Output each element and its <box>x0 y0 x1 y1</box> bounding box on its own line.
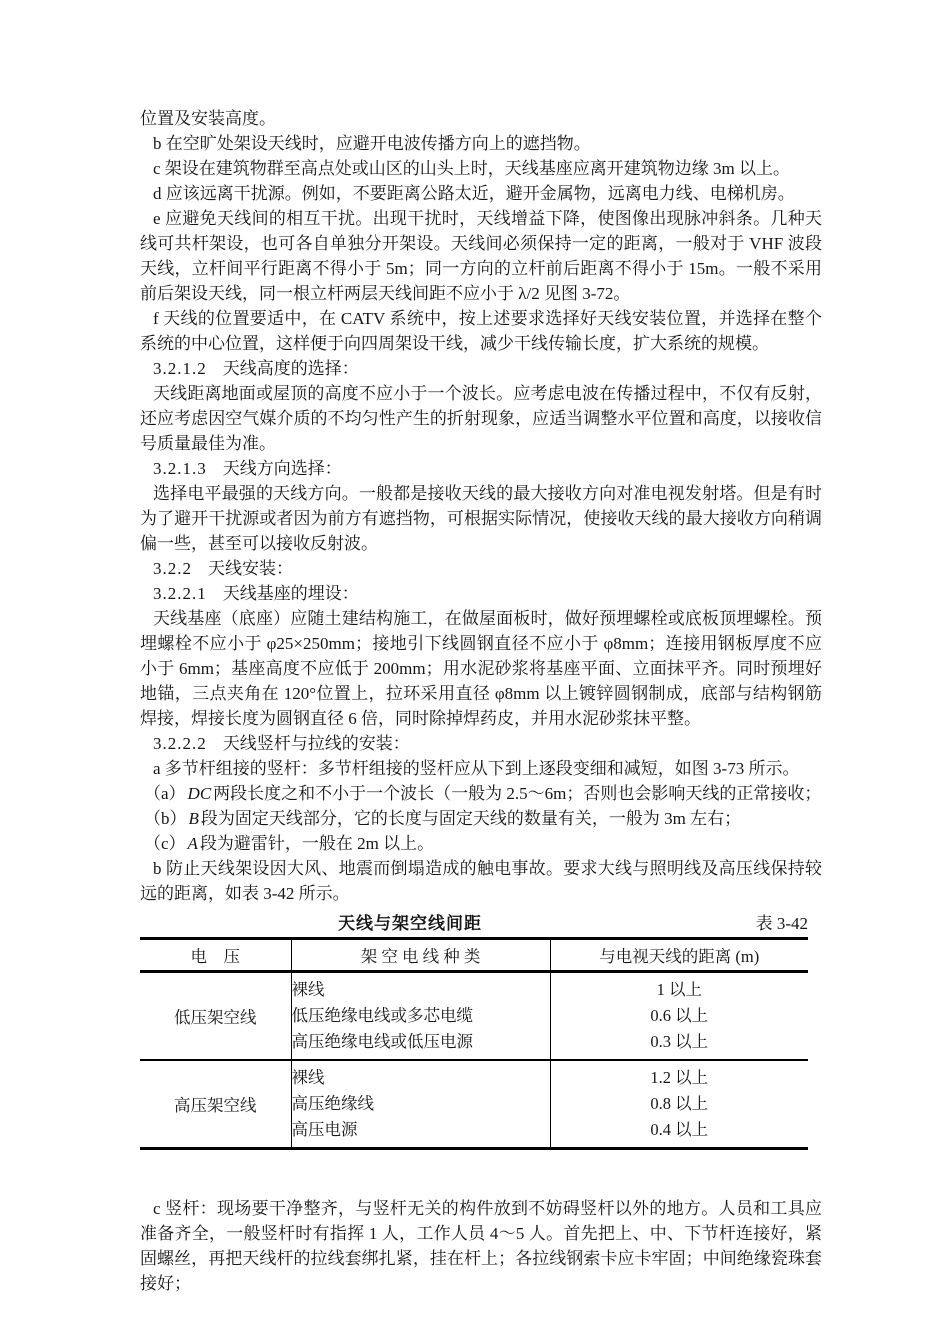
section-title: 天线竖杆与拉线的安装： <box>222 734 410 753</box>
sub-item-text: 两段长度之和不小于一个波长（一般为 2.5～6m；否则也会影响天线的正常接收； <box>213 784 822 803</box>
variable-name: DC <box>187 784 212 803</box>
section-heading-3222 <box>140 731 822 756</box>
cell-distance: 1 以上 <box>656 980 702 999</box>
table-header-row <box>140 939 808 972</box>
body-paragraph: 位置及安装高度。 <box>140 109 276 128</box>
list-item-b: b 在空旷处架设天线时，应避开电波传播方向上的遮挡物。 <box>153 134 591 153</box>
section-heading-322 <box>140 556 822 581</box>
document-page <box>140 106 822 1296</box>
table-caption <box>140 911 808 937</box>
section-number: 3.2.1.3 <box>153 459 207 478</box>
table-row <box>140 1060 808 1091</box>
cell-distance: 0.8 以上 <box>650 1094 709 1113</box>
section-title: 天线方向选择： <box>222 459 342 478</box>
cell-voltage: 高压架空线 <box>140 1060 291 1149</box>
cell-distance: 0.4 以上 <box>650 1120 709 1139</box>
section-number: 3.2.1.2 <box>153 359 207 378</box>
sub-item-text: 段为避雷针，一般在 2m 以上。 <box>199 834 435 853</box>
section-heading-3213 <box>140 456 822 481</box>
body-paragraph: 天线基座（底座）应随土建结构施工，在做屋面板时，做好预埋螺栓或底板顶埋螺栓。预埋螺栓不应小于 φ25×250mm；接地引下线圆钢直径不应小于 φ8mm；连接用钢板厚度不应小于 6mm；基座高度不应低于 200mm；用水泥砂浆将基座平面、立面抹平齐。同时预埋好地锚，三点夹角在 120°位置上，拉环采用直径 φ8mm 以上镀锌圆钢制成，底部与结构钢筋焊接，焊接长度为圆钢直径 6 倍，同时除掉焊药皮，并用水泥砂浆抹平整。 <box>140 609 822 728</box>
cell-voltage: 低压架空线 <box>140 972 291 1061</box>
header-voltage: 电 压 <box>140 939 291 972</box>
cell-kind: 低压绝缘电线或多芯电缆 <box>291 1003 550 1029</box>
cell-distance: 0.6 以上 <box>650 1006 709 1025</box>
list-item-e: e 应避免天线间的相互干扰。出现干扰时，天线增益下降，使图像出现脉冲斜条。几种天线可共杆架设，也可各自单独分开架设。天线间必须保持一定的距离，一般对于 VHF 波段天线，立杆间平行距离不得小于 5m；同一方向的立杆前后距离不得小于 15m。一般不采用前后架设天线，同一根立杆两层天线间距不应小于 λ/2 见图 3-72。 <box>140 209 822 303</box>
cell-kind: 裸线 <box>291 1060 550 1091</box>
list-item-c: c 架设在建筑物群至高点处或山区的山头上时，天线基座应离开建筑物边缘 3m 以上。 <box>153 159 791 178</box>
header-distance: 与电视天线的距离 (m) <box>599 947 760 966</box>
body-paragraph: 选择电平最强的天线方向。一般都是接收天线的最大接收方向对准电视发射塔。但是有时为了避开干扰源或者因为前方有遮挡物，可根据实际情况，使接收天线的最大接收方向稍调偏一些，甚至可以接收反射波。 <box>140 484 822 553</box>
sub-item-label: （b） <box>144 809 187 828</box>
cell-kind: 高压绝缘线 <box>291 1091 550 1117</box>
sub-item-label: （a） <box>144 784 186 803</box>
group-high-voltage <box>140 1060 808 1149</box>
section-number: 3.2.2.1 <box>153 584 207 603</box>
cell-distance: 1.2 以上 <box>650 1068 709 1087</box>
list-item-c2: c 竖杆：现场要干净整齐，与竖杆无关的构件放到不妨碍竖杆以外的地方。人员和工具应准备齐全，一般竖杆时有指挥 1 人，工作人员 4～5 人。首先把上、中、下节杆连接好，紧固螺丝，再把天线杆的拉线套绑扎紧，挂在杆上；各拉线钢索卡应卡牢固；中间绝缘瓷珠套接好； <box>140 1199 822 1293</box>
list-item-d: d 应该远离干扰源。例如，不要距离公路太近，避开金属物，远离电力线、电梯机房。 <box>153 184 795 203</box>
sub-item-text: 段为固定天线部分，它的长度与固定天线的数量有关，一般为 3m 左右； <box>200 809 742 828</box>
body-paragraph: 天线距离地面或屋顶的高度不应小于一个波长。应考虑电波在传播过程中，不仅有反射，还应考虑因空气媒介质的不均匀性产生的折射现象，应适当调整水平位置和高度，以接收信号质量最佳为准。 <box>140 384 822 453</box>
variable-name: B <box>188 809 199 828</box>
sub-item-a <box>140 781 822 806</box>
sub-item-b <box>140 806 822 831</box>
sub-item-c <box>140 831 822 856</box>
section-title: 天线基座的埋设： <box>222 584 359 603</box>
table-row <box>140 972 808 1004</box>
list-item-f: f 天线的位置要适中，在 CATV 系统中，按上述要求选择好天线安装位置，并选择在整个系统的中心位置，这样便于向四周架设干线，减少干线传输长度，扩大系统的规模。 <box>140 309 822 353</box>
cell-kind: 裸线 <box>291 972 550 1004</box>
spacing-table <box>140 937 808 1150</box>
section-title: 天线安装： <box>208 559 293 578</box>
variable-name: A <box>187 834 198 853</box>
list-item-b2: b 防止天线架设因大风、地震而倒塌造成的触电事故。要求大线与照明线及高压线保持较远的距离，如表 3-42 所示。 <box>140 859 822 903</box>
cell-distance: 0.3 以上 <box>650 1032 709 1051</box>
table-number: 表 3-42 <box>755 914 808 933</box>
cell-kind: 高压绝缘电线或低压电源 <box>291 1029 550 1060</box>
header-wire-kind: 架 空 电 线 种 类 <box>291 939 550 972</box>
table-title: 天线与架空线间距 <box>338 914 482 933</box>
spacer <box>546 911 808 937</box>
cell-kind: 高压电源 <box>291 1117 550 1149</box>
section-title: 天线高度的选择： <box>222 359 359 378</box>
section-number: 3.2.2 <box>153 559 192 578</box>
sub-item-label: （c） <box>144 834 186 853</box>
table-3-42-block <box>140 911 808 1150</box>
list-item-a: a 多节杆组接的竖杆：多节杆组接的竖杆应从下到上逐段变细和减短，如图 3-73 所示。 <box>153 759 800 778</box>
section-number: 3.2.2.2 <box>153 734 207 753</box>
section-heading-3221 <box>140 581 822 606</box>
group-low-voltage <box>140 972 808 1061</box>
section-heading-3212 <box>140 356 822 381</box>
